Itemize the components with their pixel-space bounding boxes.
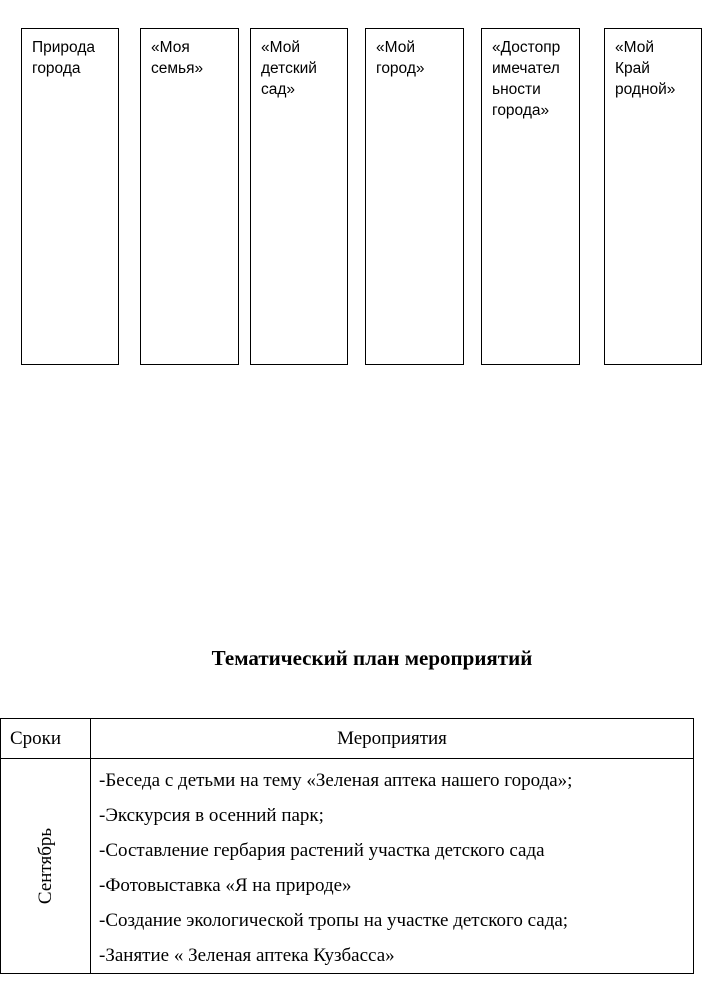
header-events: Мероприятия (91, 719, 694, 759)
topic-box-family: «Моя семья» (140, 28, 239, 365)
events-list (91, 759, 693, 973)
event-item: -Беседа с детьми на тему «Зеленая аптека нашего города»; (99, 770, 573, 791)
month-cell (1, 759, 91, 974)
event-item: -Фотовыставка «Я на природе» (99, 875, 352, 896)
topic-box-kindergarten: «Мой детский сад» (250, 28, 348, 365)
table-header-row (1, 719, 694, 759)
events-plan-table (0, 718, 694, 974)
event-item: -Экскурсия в осенний парк; (99, 805, 324, 826)
header-term: Сроки (1, 719, 91, 759)
month-label: Сентябрь (34, 827, 56, 905)
topic-box-city: «Мой город» (365, 28, 464, 365)
event-item: -Составление гербария растений участка детского сада (99, 840, 545, 861)
topic-box-native-land: «Мой Край родной» (604, 28, 702, 365)
topic-box-landmarks: «Достопр имечател ьности города» (481, 28, 580, 365)
event-item: -Создание экологической тропы на участке детского сада; (99, 910, 569, 931)
events-cell (91, 759, 694, 974)
table-row (1, 759, 694, 974)
plan-title: Тематический план мероприятий (211, 646, 533, 670)
event-item: -Занятие « Зеленая аптека Кузбасса» (99, 945, 395, 966)
topic-box-nature: Природа города (21, 28, 119, 365)
